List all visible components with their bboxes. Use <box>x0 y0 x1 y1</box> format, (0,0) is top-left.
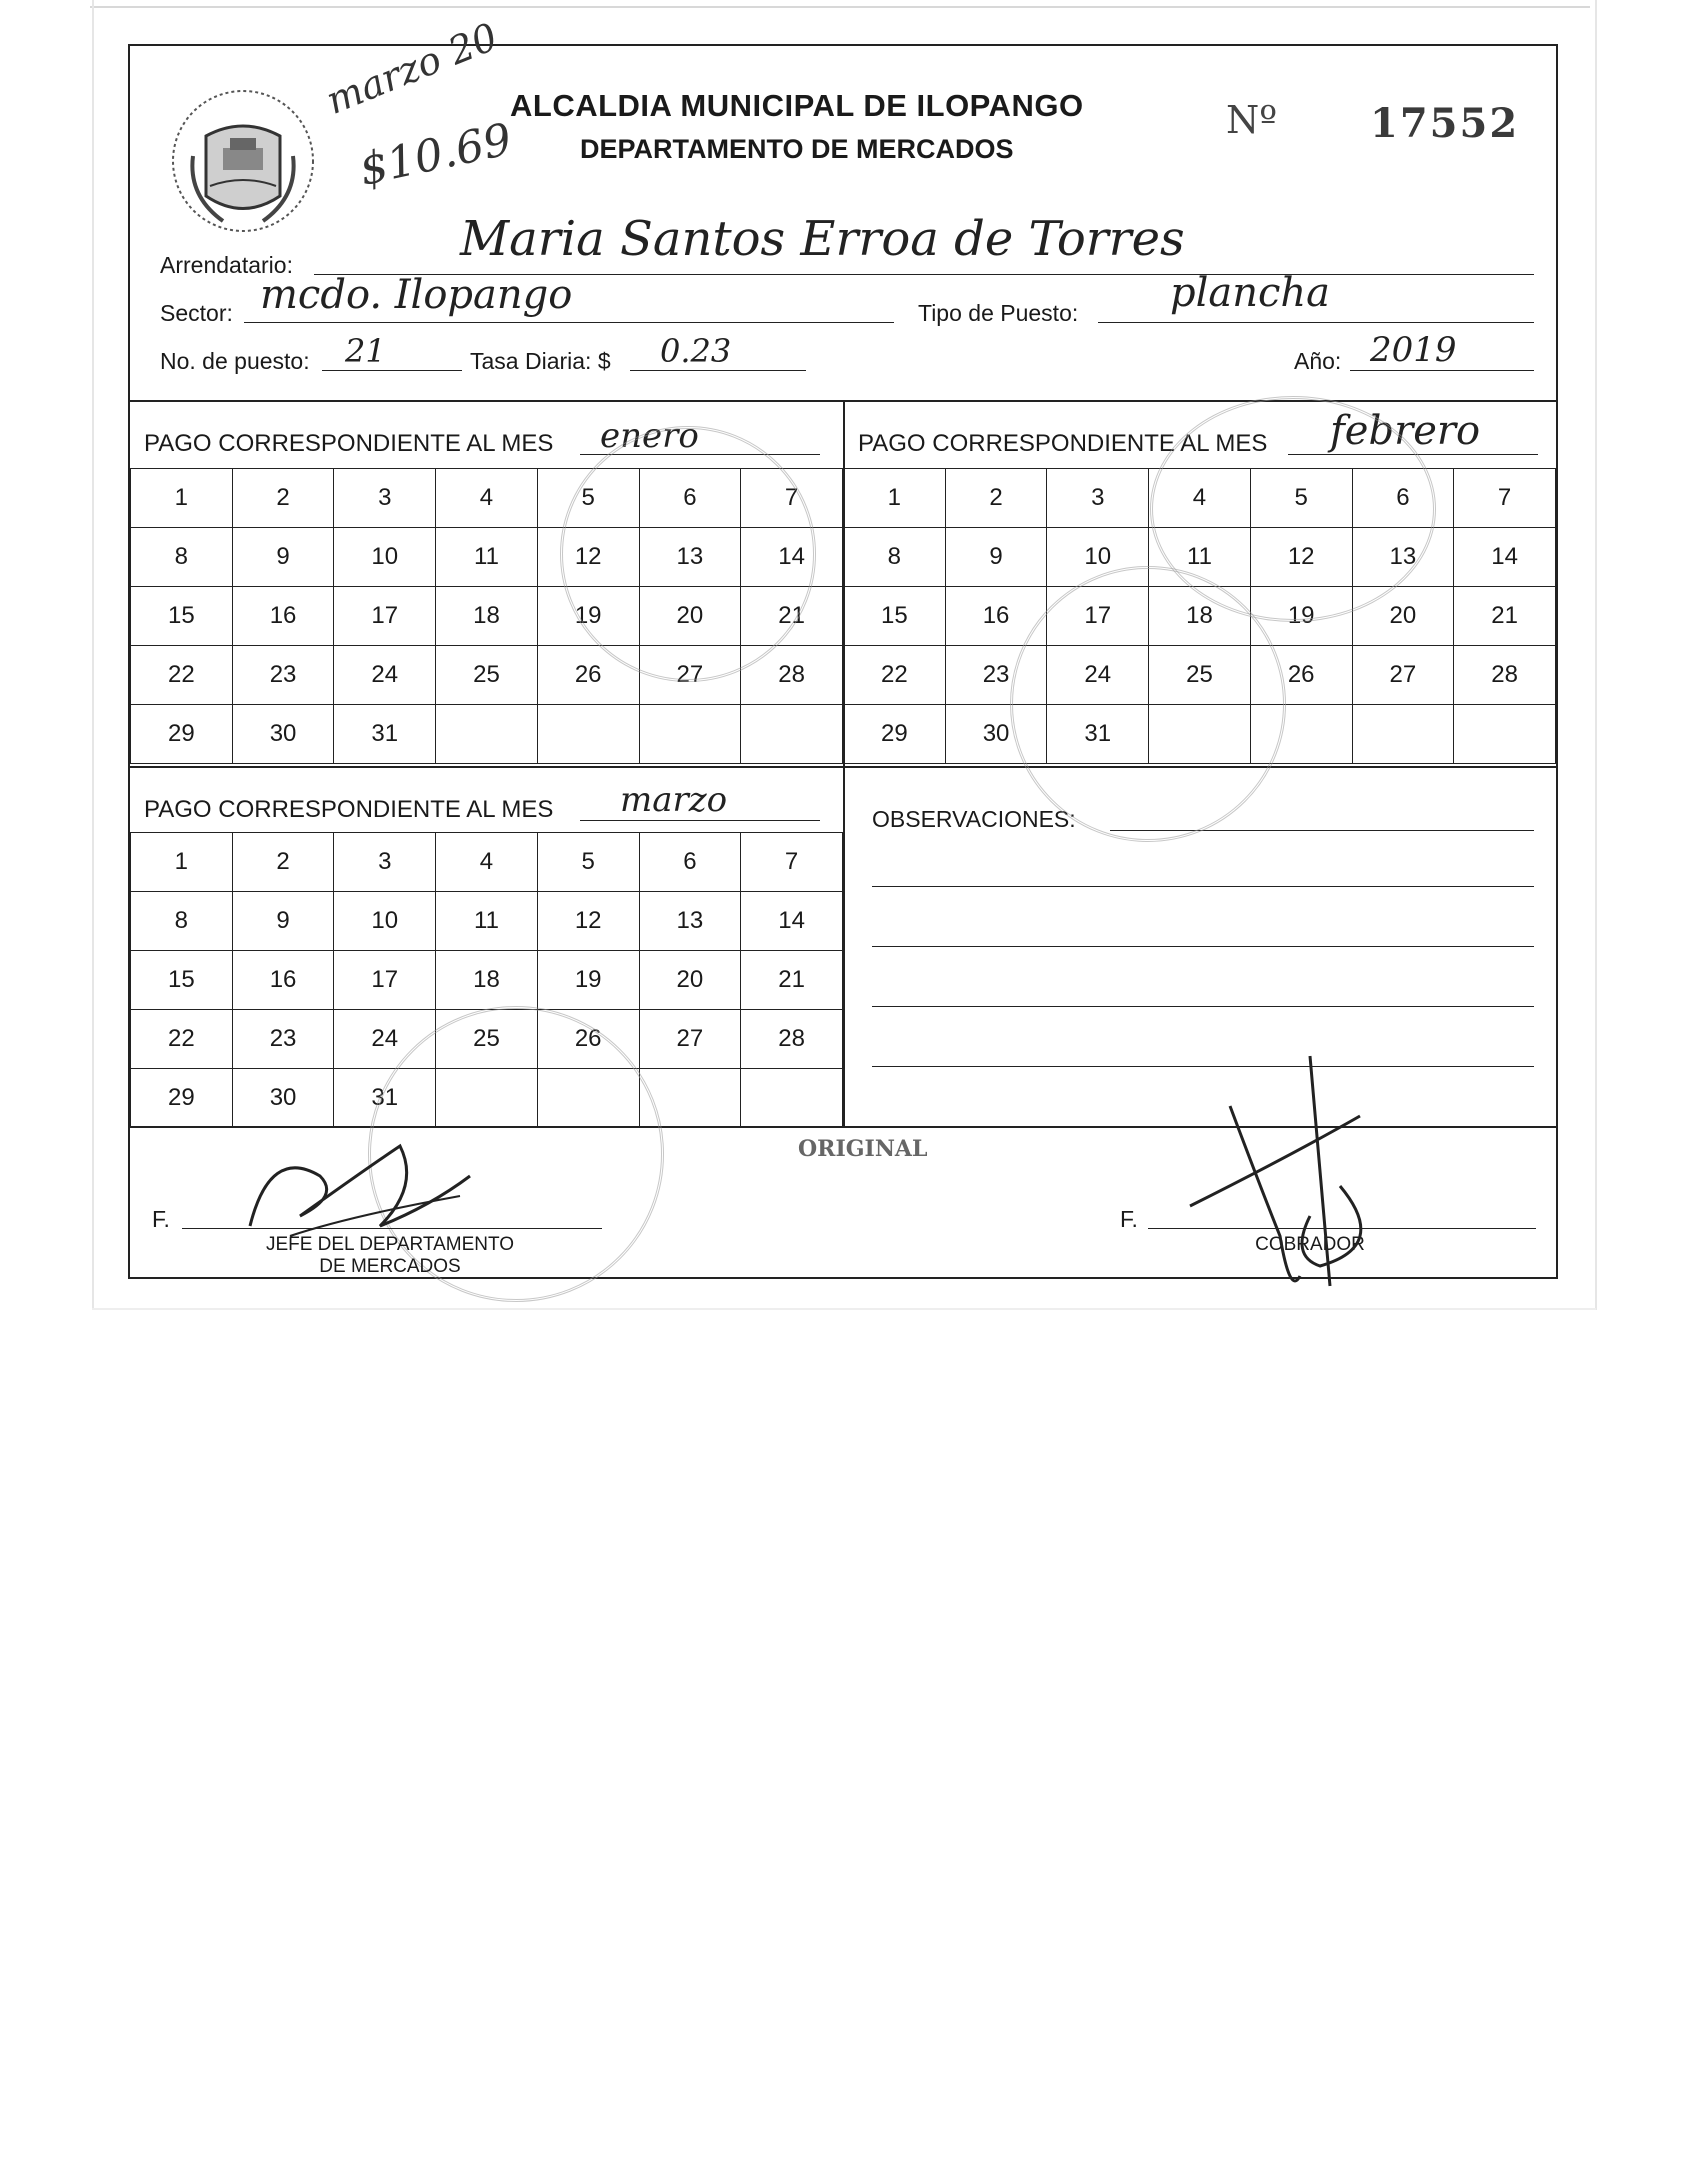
day-cell: 15 <box>844 587 946 646</box>
day-cell: 18 <box>436 951 538 1010</box>
day-cell: 10 <box>1047 528 1149 587</box>
day-cell: 29 <box>131 705 233 764</box>
tipo-puesto-line <box>1098 322 1534 323</box>
no-puesto-label: No. de puesto: <box>160 348 310 374</box>
day-cell: 18 <box>436 587 538 646</box>
day-cell: 12 <box>537 528 639 587</box>
tipo-puesto-value: plancha <box>1170 270 1331 316</box>
day-cell: 13 <box>1352 528 1454 587</box>
no-puesto-line <box>322 370 462 371</box>
page-title: ALCALDIA MUNICIPAL DE ILOPANGO <box>510 88 1084 123</box>
observaciones-line <box>872 946 1534 947</box>
day-cell: 27 <box>1352 646 1454 705</box>
day-cell: 10 <box>334 528 436 587</box>
day-cell: 28 <box>1454 646 1556 705</box>
day-cell: 7 <box>741 469 843 528</box>
day-cell: 27 <box>639 1010 741 1069</box>
day-cell: 30 <box>232 1069 334 1128</box>
day-cell: 24 <box>1047 646 1149 705</box>
day-cell: 17 <box>1047 587 1149 646</box>
day-cell: 9 <box>232 528 334 587</box>
day-cell: 26 <box>1250 646 1352 705</box>
day-cell: 16 <box>232 587 334 646</box>
day-cell: 9 <box>945 528 1047 587</box>
day-cell: 6 <box>639 833 741 892</box>
day-cell: 14 <box>1454 528 1556 587</box>
day-cell: 22 <box>131 646 233 705</box>
cobrador-label: COBRADOR <box>1255 1234 1365 1255</box>
day-row <box>131 951 843 1010</box>
day-cell: 12 <box>537 892 639 951</box>
day-cell: 26 <box>537 646 639 705</box>
month-header-enero: PAGO CORRESPONDIENTE AL MES <box>144 430 554 457</box>
month-value-enero: enero <box>600 416 699 456</box>
sector-value: mcdo. Ilopango <box>260 272 573 318</box>
day-cell: 30 <box>232 705 334 764</box>
day-cell: 1 <box>131 833 233 892</box>
day-cell: 14 <box>741 892 843 951</box>
handwritten-date: marzo 20 <box>320 14 504 123</box>
day-cell <box>741 1069 843 1128</box>
day-cell: 24 <box>334 646 436 705</box>
page-subtitle: DEPARTAMENTO DE MERCADOS <box>580 134 1014 164</box>
day-cell: 23 <box>945 646 1047 705</box>
day-cell: 11 <box>436 528 538 587</box>
day-cell: 12 <box>1250 528 1352 587</box>
day-cell: 8 <box>131 892 233 951</box>
day-cell: 21 <box>741 951 843 1010</box>
scan-edge <box>1595 0 1597 1310</box>
day-cell: 7 <box>741 833 843 892</box>
municipal-stamp <box>1150 396 1436 622</box>
municipal-seal-logo <box>168 86 318 236</box>
day-cell: 19 <box>537 951 639 1010</box>
observaciones-line <box>872 1006 1534 1007</box>
day-cell: 3 <box>1047 469 1149 528</box>
jefe-label-line2: DE MERCADOS <box>319 1256 461 1277</box>
scan-edge <box>92 1308 1596 1310</box>
day-cell: 26 <box>537 1010 639 1069</box>
no-puesto-value: 21 <box>345 332 386 370</box>
day-cell: 28 <box>741 646 843 705</box>
observaciones-line <box>872 886 1534 887</box>
day-cell: 4 <box>436 469 538 528</box>
month-value-marzo: marzo <box>620 780 728 820</box>
section-divider <box>130 766 1556 768</box>
day-cell: 5 <box>537 469 639 528</box>
day-cell <box>436 705 538 764</box>
day-cell: 15 <box>131 951 233 1010</box>
day-cell: 30 <box>945 705 1047 764</box>
day-cell: 29 <box>844 705 946 764</box>
day-cell: 25 <box>436 1010 538 1069</box>
day-cell: 21 <box>741 587 843 646</box>
tasa-value: 0.23 <box>660 332 732 370</box>
handwritten-amount: $10.69 <box>355 113 517 196</box>
day-cell: 20 <box>639 951 741 1010</box>
day-cell: 8 <box>131 528 233 587</box>
day-cell: 6 <box>1352 469 1454 528</box>
tasa-line <box>630 370 806 371</box>
day-cell: 25 <box>1149 646 1251 705</box>
anio-label: Año: <box>1294 348 1342 374</box>
receipt-number: 17552 <box>1370 100 1520 147</box>
day-cell: 29 <box>131 1069 233 1128</box>
day-cell: 18 <box>1149 587 1251 646</box>
sector-label: Sector: <box>160 300 233 326</box>
day-cell: 17 <box>334 951 436 1010</box>
day-cell: 9 <box>232 892 334 951</box>
day-cell <box>639 705 741 764</box>
day-cell: 17 <box>334 587 436 646</box>
day-cell: 1 <box>844 469 946 528</box>
arrendatario-value: Maria Santos Erroa de Torres <box>460 211 1185 267</box>
day-cell: 31 <box>334 1069 436 1128</box>
sector-line <box>244 322 894 323</box>
month-value-line <box>580 820 820 821</box>
day-cell: 4 <box>436 833 538 892</box>
day-cell: 5 <box>1250 469 1352 528</box>
signature-cobrador <box>1170 1036 1390 1306</box>
day-cell: 21 <box>1454 587 1556 646</box>
day-cell: 20 <box>639 587 741 646</box>
scan-edge <box>92 0 94 1310</box>
day-cell: 2 <box>945 469 1047 528</box>
day-cell: 31 <box>1047 705 1149 764</box>
observaciones-label: OBSERVACIONES: <box>872 806 1076 832</box>
signature-jefe <box>230 1106 490 1266</box>
day-cell: 11 <box>1149 528 1251 587</box>
day-cell: 19 <box>537 587 639 646</box>
tipo-puesto-label: Tipo de Puesto: <box>918 300 1079 326</box>
day-cell: 20 <box>1352 587 1454 646</box>
day-cell: 16 <box>232 951 334 1010</box>
tasa-label: Tasa Diaria: $ <box>470 348 611 374</box>
anio-line <box>1350 370 1534 371</box>
day-cell: 2 <box>232 833 334 892</box>
anio-value: 2019 <box>1370 330 1457 370</box>
day-cell: 1 <box>131 469 233 528</box>
municipal-stamp <box>560 426 816 682</box>
day-cell <box>741 705 843 764</box>
signature-f-left: F. <box>152 1206 170 1232</box>
day-cell: 31 <box>334 705 436 764</box>
day-cell: 13 <box>639 892 741 951</box>
market-payment-card <box>128 14 1558 1279</box>
arrendatario-label: Arrendatario: <box>160 252 293 278</box>
month-header-marzo: PAGO CORRESPONDIENTE AL MES <box>144 796 554 823</box>
receipt-number-label: Nº <box>1226 98 1278 142</box>
day-cell: 14 <box>741 528 843 587</box>
day-row <box>131 833 843 892</box>
day-cell: 24 <box>334 1010 436 1069</box>
day-cell: 25 <box>436 646 538 705</box>
day-cell: 16 <box>945 587 1047 646</box>
day-cell: 10 <box>334 892 436 951</box>
day-cell: 3 <box>334 833 436 892</box>
scan-edge <box>90 6 1590 8</box>
day-cell: 6 <box>639 469 741 528</box>
day-cell: 2 <box>232 469 334 528</box>
day-cell: 5 <box>537 833 639 892</box>
day-cell <box>1352 705 1454 764</box>
day-cell: 15 <box>131 587 233 646</box>
day-cell: 19 <box>1250 587 1352 646</box>
day-cell: 7 <box>1454 469 1556 528</box>
day-cell: 22 <box>131 1010 233 1069</box>
day-cell: 22 <box>844 646 946 705</box>
signature-f-right: F. <box>1120 1206 1138 1232</box>
day-cell: 11 <box>436 892 538 951</box>
day-row <box>131 892 843 951</box>
day-cell <box>1454 705 1556 764</box>
day-cell: 23 <box>232 646 334 705</box>
day-cell: 27 <box>639 646 741 705</box>
day-cell: 23 <box>232 1010 334 1069</box>
month-value-febrero: febrero <box>1330 408 1481 454</box>
day-cell: 8 <box>844 528 946 587</box>
original-label: ORIGINAL <box>798 1136 928 1162</box>
day-cell: 13 <box>639 528 741 587</box>
jefe-label-line1: JEFE DEL DEPARTAMENTO <box>265 1234 515 1255</box>
month-header-febrero: PAGO CORRESPONDIENTE AL MES <box>858 430 1268 457</box>
day-cell <box>537 705 639 764</box>
day-cell: 3 <box>334 469 436 528</box>
day-row <box>131 705 843 764</box>
day-cell: 4 <box>1149 469 1251 528</box>
day-cell: 28 <box>741 1010 843 1069</box>
